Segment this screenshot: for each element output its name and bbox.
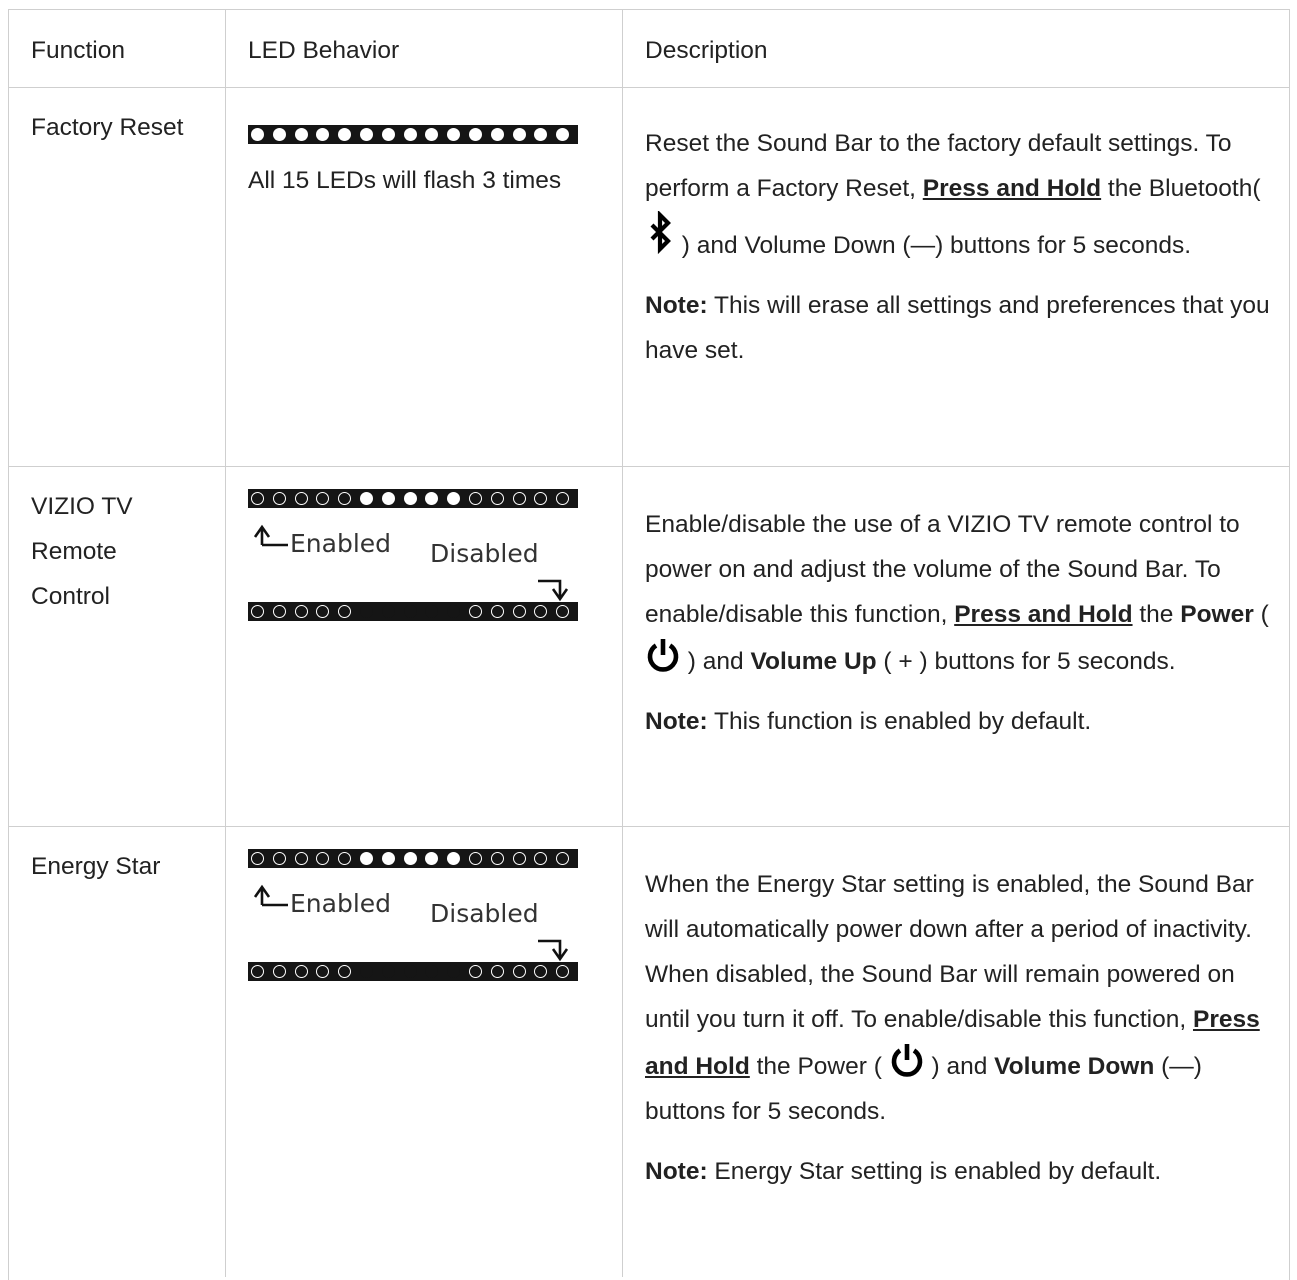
led-none-7	[382, 605, 395, 618]
led-on-5	[338, 128, 351, 141]
led-off-5	[338, 605, 351, 618]
power-icon	[645, 637, 681, 673]
disabled-label: Disabled	[430, 899, 539, 928]
led-on-10	[447, 128, 460, 141]
table-row-factory-reset	[9, 88, 1289, 467]
enabled-label: Enabled	[290, 529, 392, 558]
led-none-8	[404, 605, 417, 618]
led-on-15	[556, 128, 569, 141]
led-on-1	[251, 128, 264, 141]
led-off-12	[491, 605, 504, 618]
led-off-12	[491, 965, 504, 978]
led-none-10	[447, 965, 460, 978]
led-off-1	[251, 605, 264, 618]
led-on-8	[404, 128, 417, 141]
function-name: Energy Star	[31, 853, 161, 880]
led-on-4	[316, 128, 329, 141]
power-icon	[889, 1042, 925, 1078]
led-strip-disabled	[248, 962, 578, 981]
enabled-label: Enabled	[290, 889, 392, 918]
note-label: Note:	[645, 1158, 708, 1185]
led-off-3	[295, 965, 308, 978]
press-and-hold: Press and Hold	[922, 175, 1102, 202]
description: Reset the Sound Bar to the factory default settings. To perform a Factory Reset, Press and Hold the Bluetooth( ) and Volume Down (—) buttons for 5 seconds. Note: This will erase all settings and preferences that you have set.	[622, 88, 1289, 466]
note-label: Note:	[645, 292, 708, 319]
led-diagram-enabled-disabled	[248, 489, 578, 627]
led-on-13	[513, 128, 526, 141]
table-row-energy-star	[9, 827, 1289, 1277]
led-none-6	[360, 965, 373, 978]
led-diagram-enabled-disabled	[248, 849, 578, 987]
table-row-vizio-remote	[9, 467, 1289, 827]
note-label: Note:	[645, 708, 708, 735]
led-off-2	[273, 605, 286, 618]
bluetooth-icon	[645, 211, 675, 257]
function-name: Factory Reset	[31, 114, 184, 141]
led-off-13	[513, 605, 526, 618]
led-on-2	[273, 128, 286, 141]
led-off-15	[556, 605, 569, 618]
led-off-3	[295, 605, 308, 618]
function-name: VIZIO TV Remote Control	[31, 493, 133, 610]
led-on-11	[469, 128, 482, 141]
table-header-row	[9, 10, 1289, 88]
led-on-12	[491, 128, 504, 141]
press-and-hold: Press and Hold	[645, 1006, 1260, 1080]
led-on-14	[534, 128, 547, 141]
led-off-4	[316, 605, 329, 618]
led-off-11	[469, 605, 482, 618]
led-on-3	[295, 128, 308, 141]
led-strip-disabled	[248, 602, 578, 621]
led-on-9	[425, 128, 438, 141]
led-off-4	[316, 965, 329, 978]
led-off-2	[273, 965, 286, 978]
led-off-15	[556, 965, 569, 978]
led-off-5	[338, 965, 351, 978]
led-none-9	[425, 965, 438, 978]
disabled-label: Disabled	[430, 539, 539, 568]
led-strip-all-on	[248, 125, 578, 144]
led-none-9	[425, 605, 438, 618]
led-off-11	[469, 965, 482, 978]
led-off-1	[251, 965, 264, 978]
header-function: Function	[31, 37, 125, 64]
led-off-13	[513, 965, 526, 978]
led-off-14	[534, 965, 547, 978]
led-caption: All 15 LEDs will flash 3 times	[248, 167, 562, 194]
led-none-8	[404, 965, 417, 978]
description: Enable/disable the use of a VIZIO TV remote control to power on and adjust the volume of the Sound Bar. To enable/disable this function, Press and Hold the Power ( ) and Volume Up ( + ) buttons for 5 seconds. Note: This function is enabled by default.	[622, 467, 1289, 826]
header-description: Description	[645, 37, 768, 64]
header-led-behavior: LED Behavior	[248, 37, 400, 64]
description: When the Energy Star setting is enabled, the Sound Bar will automatically power down after a period of inactivity. When disabled, the Sound Bar will remain powered on until you turn it off. To enable/disable this function, Press and Hold the Power ( ) and Volume Down (—) buttons for 5 seconds. Note: Energy Star setting is enabled by default.	[622, 827, 1289, 1277]
led-on-7	[382, 128, 395, 141]
led-on-6	[360, 128, 373, 141]
led-off-14	[534, 605, 547, 618]
led-none-10	[447, 605, 460, 618]
led-none-7	[382, 965, 395, 978]
led-none-6	[360, 605, 373, 618]
press-and-hold: Press and Hold	[954, 601, 1133, 628]
led-function-table	[8, 9, 1290, 1280]
